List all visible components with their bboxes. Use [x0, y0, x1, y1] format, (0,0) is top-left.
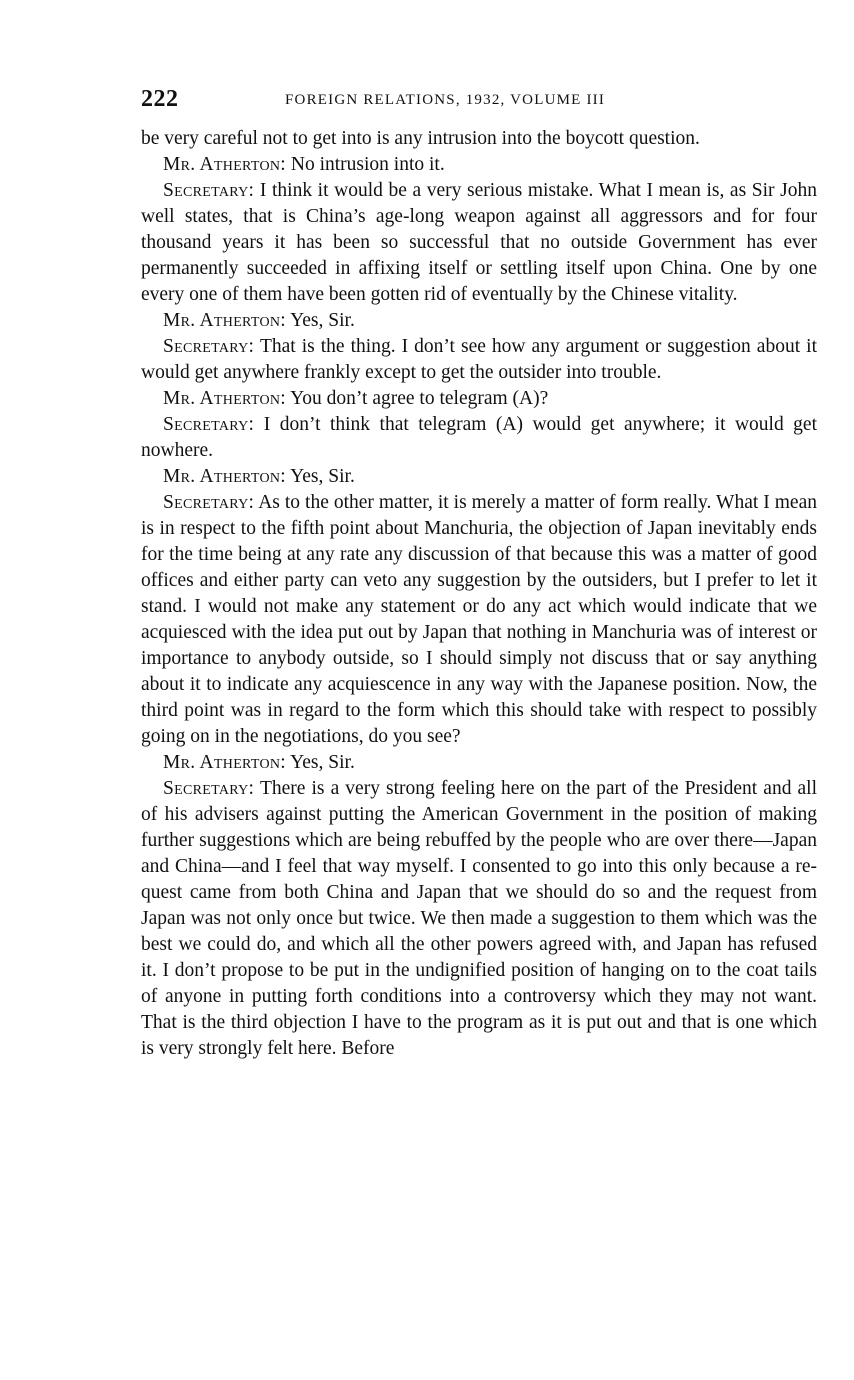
running-head — [141, 86, 817, 116]
paragraph-text: You don’t agree to telegram (A)? — [285, 388, 549, 409]
paragraph — [141, 334, 817, 386]
speaker-label: Secretary: — [163, 492, 255, 513]
speaker-label: Secretary: — [163, 778, 255, 799]
paragraph — [141, 750, 817, 776]
paragraph — [141, 126, 817, 152]
paragraph-text: No intrusion into it. — [285, 154, 445, 175]
speaker-label: Mr. Atherton: — [163, 388, 286, 409]
running-head-title: FOREIGN RELATIONS, 1932, VOLUME III — [285, 92, 606, 108]
paragraph — [141, 412, 817, 464]
paragraph-text: Yes, Sir. — [285, 466, 355, 487]
speaker-label: Mr. Atherton: — [163, 466, 286, 487]
paragraph-text: There is a very strong feeling here on the part of the President and all of his advisers against putting the American Government in the position of making further suggestions which are being rebuffed by the people who are over there—Japan and China—and I feel that way myself. I consented to go into this only because a request came from both China and Japan that we should do so and the request from Japan was not only once but twice. We then made a suggestion to them which was the best we could do, and which all the other powers agreed with, and Japan has refused it. I don’t propose to be put in the undignified position of hanging on to the coat tails of anyone in putting forth conditions into a controversy which they may not want. That is the third objection I have to the program as it is put out and that is one which is very strongly felt here. Before — [141, 778, 817, 1059]
paragraph — [141, 490, 817, 750]
paragraph-text: Yes, Sir. — [285, 310, 355, 331]
speaker-label: Secretary: — [163, 180, 255, 201]
speaker-label: Mr. Atherton: — [163, 310, 286, 331]
paragraph-text: I think it would be a very serious mistake. What I mean is, as Sir John well states, that is China’s age-long weapon against all aggressors and for four thousand years it has been so successful that no outside Government has ever permanently succeeded in affixing itself or settling itself upon China. One by one every one of them have been gotten rid of eventually by the Chinese vitality. — [141, 180, 817, 305]
paragraph-text: I don’t think that telegram (A) would get anywhere; it would get nowhere. — [141, 414, 817, 461]
body-text — [141, 126, 817, 1062]
paragraph — [141, 308, 817, 334]
paragraph — [141, 464, 817, 490]
paragraph — [141, 386, 817, 412]
speaker-label: Mr. Atherton: — [163, 154, 286, 175]
paragraph — [141, 178, 817, 308]
speaker-label: Mr. Atherton: — [163, 752, 286, 773]
paragraph-text: be very careful not to get into is any intrusion into the boycott question. — [141, 128, 700, 149]
paragraph-text: Yes, Sir. — [285, 752, 355, 773]
paragraph — [141, 152, 817, 178]
speaker-label: Secretary: — [163, 336, 255, 357]
speaker-label: Secretary: — [163, 414, 255, 435]
paragraph-text: That is the thing. I don’t see how any argument or suggestion about it would get anywhere frankly except to get the outsider into trouble. — [141, 336, 817, 383]
paragraph — [141, 776, 817, 1062]
paragraph-text: As to the other matter, it is merely a matter of form really. What I mean is in respect to the fifth point about Manchuria, the objection of Japan inevitably ends for the time being at any rate any discussion of that because this was a matter of good offices and either party can veto any suggestion by the outsiders, but I prefer to let it stand. I would not make any statement or do any act which would indicate that we acquiesced with the idea put out by Japan that nothing in Manchuria was of interest or importance to anybody outside, so I should simply not discuss that or say anything about it to indicate any acquiescence in any way with the Japanese position. Now, the third point was in regard to the form which this should take with respect to possibly going on in the negotiations, do you see? — [141, 492, 817, 747]
page-number: 222 — [141, 86, 179, 112]
document-page — [141, 86, 817, 1062]
